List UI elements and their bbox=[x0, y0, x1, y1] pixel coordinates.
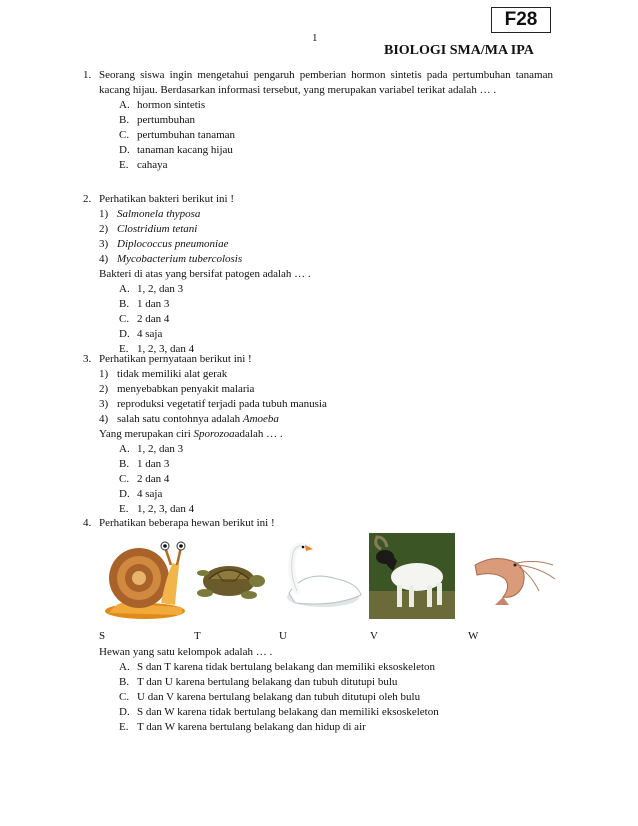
option-b[interactable]: B. T dan U karena bertulang belakang dan tubuh ditutupi bulu bbox=[119, 676, 398, 688]
list-item: 2) Clostridium tetani bbox=[99, 223, 198, 235]
question-number: 4. bbox=[83, 517, 92, 529]
animal-label-t: T bbox=[194, 630, 201, 642]
animal-label-u: U bbox=[279, 630, 287, 642]
option-c[interactable]: C. 2 dan 4 bbox=[119, 473, 170, 485]
question-4 bbox=[83, 516, 553, 735]
option-d[interactable]: D. 4 saja bbox=[119, 488, 163, 500]
question-number: 3. bbox=[83, 353, 92, 365]
option-b[interactable]: B. 1 dan 3 bbox=[119, 298, 170, 310]
bacteria-list bbox=[99, 207, 553, 267]
option-a[interactable]: A. 1, 2, dan 3 bbox=[119, 283, 184, 295]
answer-options bbox=[99, 98, 553, 173]
animal-label-w: W bbox=[468, 630, 479, 642]
option-a[interactable]: A. S dan T karena tidak bertulang belakang dan memiliki eksoskeleton bbox=[119, 661, 436, 673]
answer-options bbox=[99, 442, 553, 517]
swan-icon bbox=[275, 539, 365, 615]
turtle-icon bbox=[191, 551, 267, 607]
list-item: 4) salah satu contohnya adalah Amoeba bbox=[99, 413, 279, 425]
goat-icon bbox=[369, 533, 455, 619]
question-3 bbox=[83, 352, 553, 517]
animal-label-v: V bbox=[370, 630, 378, 642]
question-1 bbox=[83, 68, 553, 173]
page-number: 1 bbox=[312, 32, 318, 44]
question-2 bbox=[83, 192, 553, 357]
option-c[interactable]: C. U dan V karena bertulang belakang dan tubuh ditutupi oleh bulu bbox=[119, 691, 421, 703]
option-c[interactable]: C. 2 dan 4 bbox=[119, 313, 170, 325]
list-item: 2) menyebabkan penyakit malaria bbox=[99, 383, 255, 395]
option-d[interactable]: D. 4 saja bbox=[119, 328, 163, 340]
question-number: 2. bbox=[83, 193, 92, 205]
option-e[interactable]: E. cahaya bbox=[119, 159, 168, 171]
question-prompt: Yang merupakan ciri Sporozoaadalah … . bbox=[99, 428, 283, 440]
statement-list bbox=[99, 367, 553, 427]
option-c[interactable]: C. pertumbuhan tanaman bbox=[119, 129, 236, 141]
list-item: 1) tidak memiliki alat gerak bbox=[99, 368, 228, 380]
answer-options bbox=[99, 282, 553, 357]
list-item: 1) Salmonela thyposa bbox=[99, 208, 201, 220]
question-text: Seorang siswa ingin mengetahui pengaruh pemberian hormon sintetis pada pertumbuhan tanaman kacang hijau. Berdasarkan informasi tersebut, yang merupakan variabel terikat adalah … . bbox=[99, 69, 553, 96]
animal-images bbox=[99, 533, 553, 625]
shrimp-icon bbox=[465, 545, 557, 615]
question-text: Perhatikan pernyataan berikut ini ! bbox=[99, 353, 252, 365]
answer-options bbox=[99, 660, 553, 735]
snail-icon bbox=[101, 533, 187, 623]
option-e[interactable]: E. T dan W karena bertulang belakang dan hidup di air bbox=[119, 721, 366, 733]
animal-labels bbox=[99, 629, 553, 645]
question-prompt: Hewan yang satu kelompok adalah … . bbox=[99, 646, 273, 658]
exam-code-box: F28 bbox=[491, 7, 551, 33]
animal-label-s: S bbox=[99, 630, 106, 642]
option-e[interactable]: E. 1, 2, 3, dan 4 bbox=[119, 343, 195, 355]
question-number: 1. bbox=[83, 69, 92, 81]
subject-title: BIOLOGI SMA/MA IPA bbox=[384, 43, 534, 58]
list-item: 3) reproduksi vegetatif terjadi pada tubuh manusia bbox=[99, 398, 327, 410]
option-a[interactable]: A. hormon sintetis bbox=[119, 99, 206, 111]
option-d[interactable]: D. tanaman kacang hijau bbox=[119, 144, 233, 156]
option-e[interactable]: E. 1, 2, 3, dan 4 bbox=[119, 503, 195, 515]
option-d[interactable]: D. S dan W karena tidak bertulang belakang dan memiliki eksoskeleton bbox=[119, 706, 439, 718]
option-b[interactable]: B. pertumbuhan bbox=[119, 114, 196, 126]
option-b[interactable]: B. 1 dan 3 bbox=[119, 458, 170, 470]
question-prompt: Bakteri di atas yang bersifat patogen adalah … . bbox=[99, 268, 311, 280]
question-text: Perhatikan beberapa hewan berikut ini ! bbox=[99, 517, 275, 529]
question-text: Perhatikan bakteri berikut ini ! bbox=[99, 193, 235, 205]
list-item: 4) Mycobacterium tubercolosis bbox=[99, 253, 243, 265]
list-item: 3) Diplococcus pneumoniae bbox=[99, 238, 229, 250]
option-a[interactable]: A. 1, 2, dan 3 bbox=[119, 443, 184, 455]
